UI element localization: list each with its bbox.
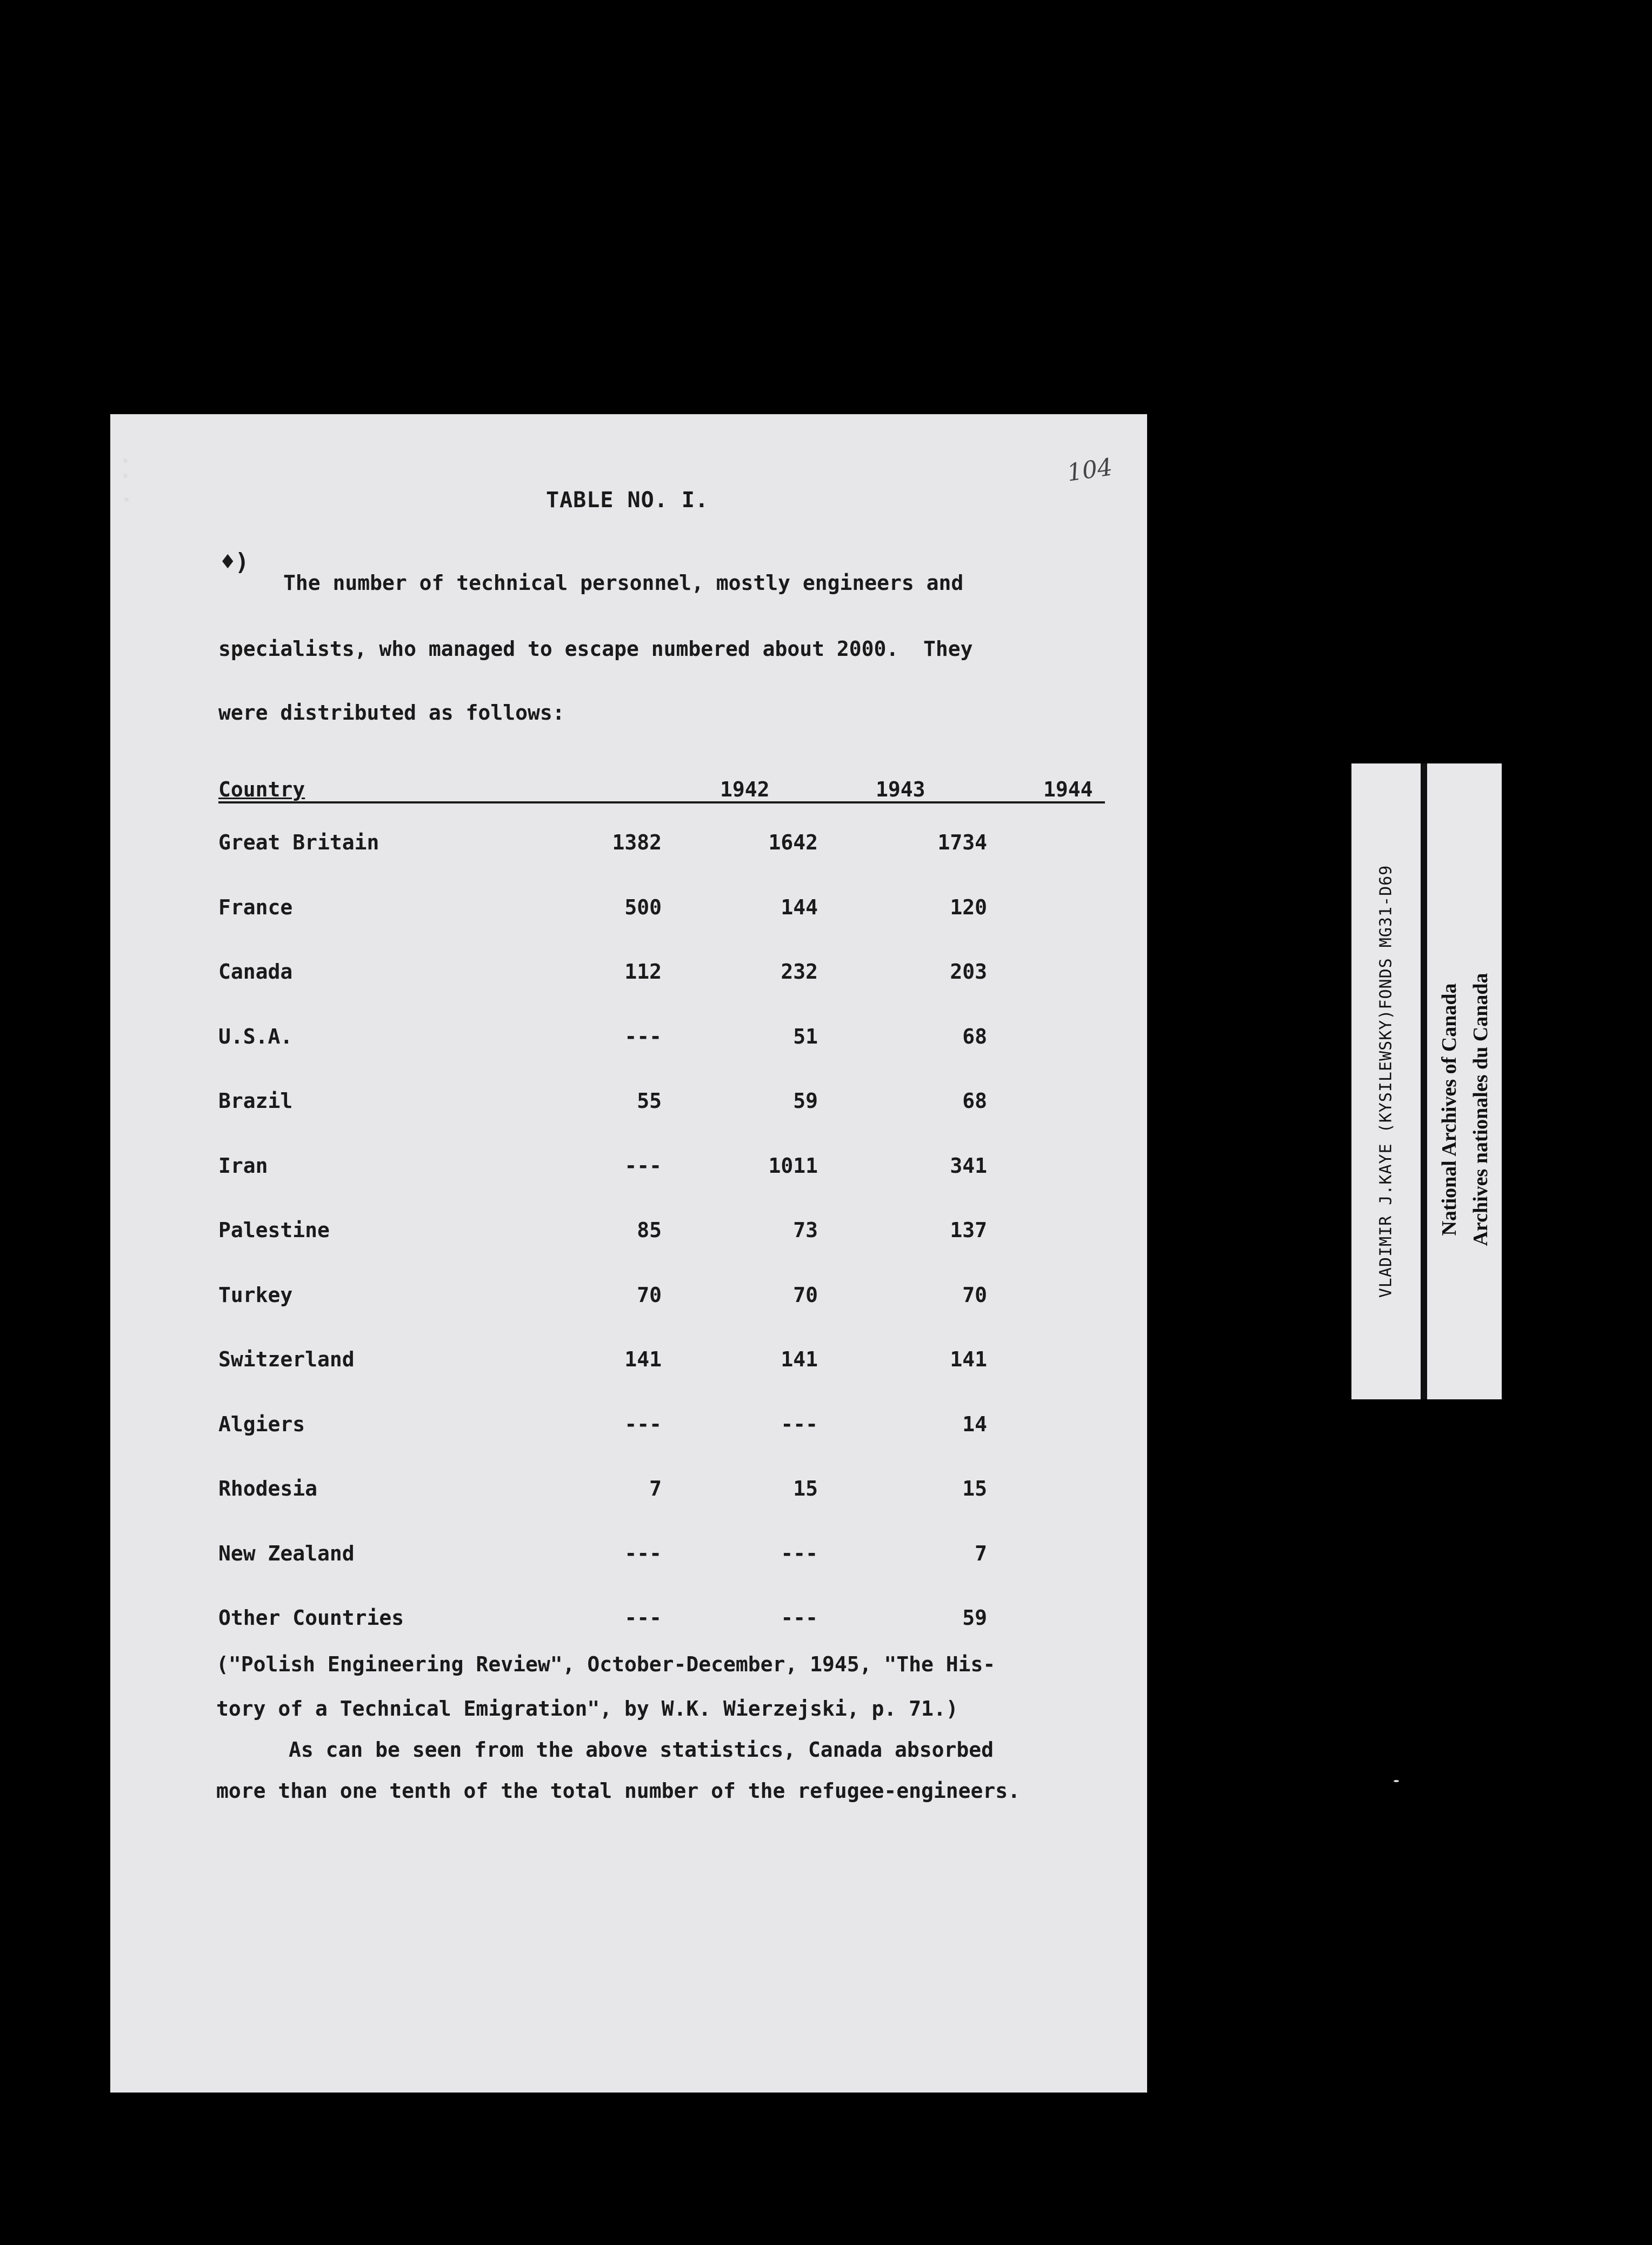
value-1942-cell: --- <box>624 1606 662 1630</box>
document-page <box>110 414 1147 2093</box>
header-1944: 1944 <box>1043 778 1093 801</box>
country-cell: Brazil <box>218 1089 293 1113</box>
country-cell: Canada <box>218 960 293 984</box>
table-row <box>218 1025 1105 1090</box>
archive-label-strip <box>1351 763 1502 1399</box>
fonds-label: VLADIMIR J.KAYE (KYSILEWSKY)FONDS MG31-D69 <box>1376 865 1396 1298</box>
value-1944-cell: 14 <box>962 1412 987 1436</box>
value-1942-cell: --- <box>624 1412 662 1436</box>
table-title: TABLE NO. I. <box>546 488 709 513</box>
value-1943-cell: 15 <box>793 1477 818 1500</box>
value-1944-cell: 120 <box>950 895 987 919</box>
country-cell: Other Countries <box>218 1606 404 1630</box>
country-cell: U.S.A. <box>218 1024 293 1048</box>
value-1944-cell: 70 <box>962 1283 987 1307</box>
value-1944-cell: 15 <box>962 1477 987 1500</box>
table-row <box>218 831 1105 895</box>
value-1943-cell: --- <box>781 1541 818 1565</box>
table-row <box>218 1218 1105 1283</box>
table-row <box>218 895 1105 960</box>
citation-line: tory of a Technical Emigration", by W.K. Wierzejski, p. 71.) <box>216 1697 958 1721</box>
value-1942-cell: 55 <box>637 1089 662 1113</box>
archive-name <box>1434 973 1496 1246</box>
intro-line: The number of technical personnel, mostly engineers and <box>283 571 964 595</box>
header-1943: 1943 <box>876 778 925 801</box>
value-1943-cell: --- <box>781 1412 818 1436</box>
archive-name-en: National Archives of Canada <box>1438 983 1461 1236</box>
value-1944-cell: 59 <box>962 1606 987 1630</box>
value-1942-cell: 7 <box>649 1477 662 1500</box>
scan-speck <box>1394 1780 1399 1782</box>
scan-speck <box>123 459 128 463</box>
value-1944-cell: 68 <box>962 1089 987 1113</box>
citation-line: ("Polish Engineering Review", October-December, 1945, "The His- <box>216 1652 996 1676</box>
page-number: 104 <box>1065 453 1115 487</box>
value-1944-cell: 68 <box>962 1024 987 1048</box>
value-1943-cell: 51 <box>793 1024 818 1048</box>
value-1944-cell: 203 <box>950 960 987 984</box>
header-1942: 1942 <box>720 778 770 801</box>
country-cell: Switzerland <box>218 1347 355 1371</box>
value-1944-cell: 341 <box>950 1153 987 1178</box>
country-cell: Iran <box>218 1153 268 1178</box>
strip-divider <box>1421 763 1427 1399</box>
country-cell: Great Britain <box>218 831 379 854</box>
country-cell: New Zealand <box>218 1541 355 1565</box>
value-1942-cell: 85 <box>637 1218 662 1242</box>
value-1943-cell: 1642 <box>768 831 818 854</box>
table-row <box>218 960 1105 1025</box>
value-1944-cell: 7 <box>975 1541 987 1565</box>
value-1942-cell: 141 <box>624 1347 662 1371</box>
value-1944-cell: 141 <box>950 1347 987 1371</box>
value-1943-cell: 232 <box>781 960 818 984</box>
value-1943-cell: 73 <box>793 1218 818 1242</box>
country-cell: Algiers <box>218 1412 305 1436</box>
value-1942-cell: 1382 <box>612 831 662 854</box>
value-1943-cell: 141 <box>781 1347 818 1371</box>
value-1943-cell: 70 <box>793 1283 818 1307</box>
value-1942-cell: --- <box>624 1153 662 1178</box>
value-1943-cell: 59 <box>793 1089 818 1113</box>
intro-line: specialists, who managed to escape numbered about 2000. They <box>218 637 973 661</box>
value-1942-cell: --- <box>624 1024 662 1048</box>
archive-name-fr: Archives nationales du Canada <box>1469 973 1492 1246</box>
table-row <box>218 1089 1105 1154</box>
value-1944-cell: 1734 <box>937 831 987 854</box>
table-body <box>218 831 1105 1671</box>
country-cell: Rhodesia <box>218 1477 318 1500</box>
table-row <box>218 1542 1105 1606</box>
header-country: Country <box>218 778 305 801</box>
value-1942-cell: 112 <box>624 960 662 984</box>
table-row <box>218 1412 1105 1477</box>
scan-speck <box>124 497 129 502</box>
table-row <box>218 1283 1105 1348</box>
table-row <box>218 1347 1105 1412</box>
value-1942-cell: 500 <box>624 895 662 919</box>
country-cell: Turkey <box>218 1283 293 1307</box>
table-header <box>218 766 1105 803</box>
table-row <box>218 1477 1105 1542</box>
value-1943-cell: --- <box>781 1606 818 1630</box>
value-1944-cell: 137 <box>950 1218 987 1242</box>
country-cell: Palestine <box>218 1218 330 1242</box>
intro-line: were distributed as follows: <box>218 701 565 725</box>
closing-line: more than one tenth of the total number of the refugee-engineers. <box>216 1779 1021 1803</box>
scan-speck <box>123 474 128 478</box>
country-cell: France <box>218 895 293 919</box>
value-1943-cell: 1011 <box>768 1153 818 1178</box>
table-row <box>218 1154 1105 1219</box>
closing-line: As can be seen from the above statistics, Canada absorbed <box>289 1738 994 1762</box>
bullet-marker: ♦) <box>221 548 249 576</box>
value-1942-cell: 70 <box>637 1283 662 1307</box>
value-1942-cell: --- <box>624 1541 662 1565</box>
value-1943-cell: 144 <box>781 895 818 919</box>
